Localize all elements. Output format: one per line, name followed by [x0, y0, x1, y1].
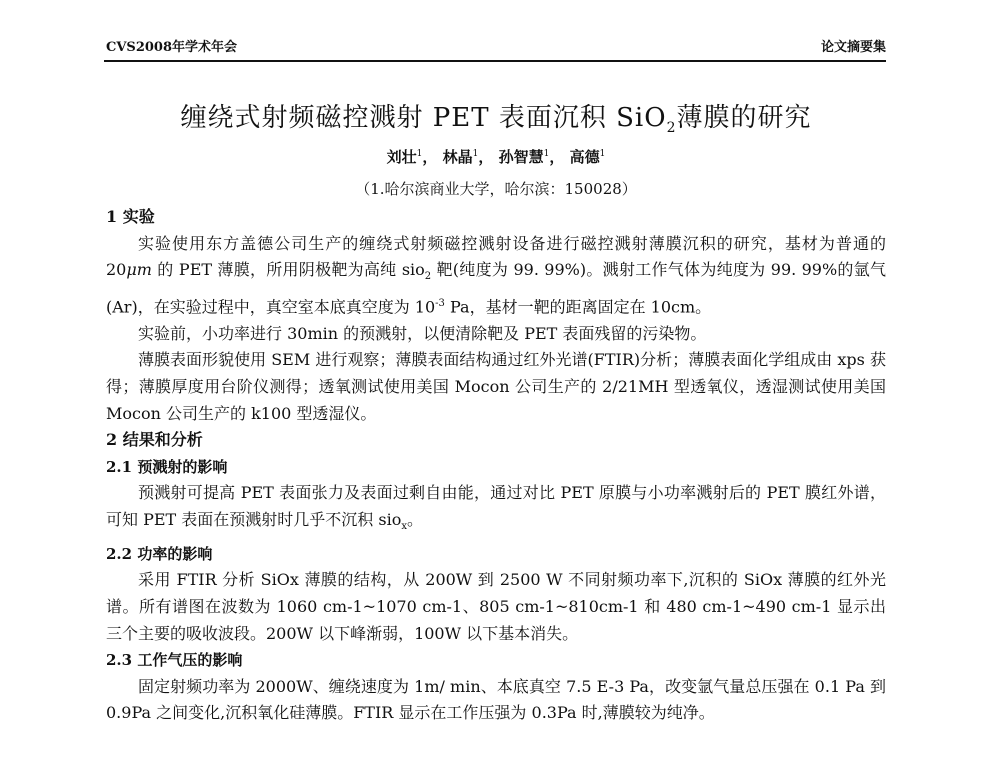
- author-list: [106, 146, 886, 167]
- unit-mu: μm: [126, 260, 152, 280]
- title-suffix: 薄膜的研究: [676, 103, 812, 133]
- subscript: 2: [424, 271, 432, 283]
- text-run: 实验使用东方盖德公司生产的缠绕式射频磁控溅射设备进行磁控溅射薄膜沉积的研究，基材为普通的 20: [106, 233, 886, 280]
- author-separator: ，: [422, 148, 438, 166]
- author-affiliation-mark: 1: [599, 149, 606, 159]
- paragraph: 实验前，小功率进行 30min 的预溅射，以便清除靶及 PET 表面残留的污染物。: [138, 323, 707, 343]
- author-affiliation-mark: 1: [416, 149, 423, 159]
- paragraph: 固定射频功率为 2000W、缠绕速度为 1m/ min、本底真空 7.5 E-3 Pa，改变氩气量总压强在 0.1 Pa 到 0.9Pa 之间变化,沉积氧化硅薄膜。FTIR 显示在工作压强为 0.3Pa 时,薄膜较为纯净。: [106, 676, 886, 723]
- section-heading: 1 实验: [106, 207, 155, 226]
- author-name: 孙智慧: [498, 148, 544, 166]
- text-run: 的 PET 薄膜，所用阴极靶为高纯 sio: [151, 260, 425, 280]
- paragraph: 薄膜表面形貌使用 SEM 进行观察；薄膜表面结构通过红外光谱(FTIR)分析；薄膜表面化学组成由 xps 获得；薄膜厚度用台阶仪测得；透氧测试使用美国 Mocon 公司生产的 2/21MH 型透氧仪，透湿测试使用美国 Mocon 公司生产的 k100 型透湿仪。: [106, 350, 886, 423]
- paper-title: [106, 97, 886, 136]
- title-subscript: 2: [666, 120, 677, 137]
- author-affiliation-mark: 1: [472, 149, 479, 159]
- section-heading: 2 结果和分析: [106, 430, 203, 450]
- subsection-heading: 2.1 预溅射的影响: [106, 457, 228, 476]
- running-header: [106, 36, 886, 60]
- subsection-heading: 2.3 工作气压的影响: [106, 651, 243, 670]
- text-run: 靶(纯度为 99. 99%)。溅射工作气体为纯度为 99. 99%的氩气(Ar)，在实验过程中，真空室本底真空度为 10: [106, 260, 886, 317]
- author-name: 林晶: [442, 148, 473, 166]
- text-run: 。: [406, 510, 423, 530]
- paragraph: [106, 231, 886, 321]
- author-separator: ，: [478, 148, 494, 166]
- text-run: Pa，基材一靶的距离固定在 10cm。: [444, 297, 712, 317]
- superscript: -3: [435, 297, 445, 309]
- author-affiliation-mark: 1: [543, 149, 550, 159]
- paragraph: 采用 FTIR 分析 SiOx 薄膜的结构，从 200W 到 2500 W 不同射频功率下,沉积的 SiOx 薄膜的红外光谱。所有谱图在波数为 1060 cm-1~1070 cm-1、805 cm-1~810cm-1 和 480 cm-1~490 cm-1 显示出三个主要的吸收波段。200W 以下峰渐弱，100W 以下基本消失。: [106, 570, 886, 643]
- paragraph: [106, 480, 886, 540]
- subscript: x: [401, 521, 407, 533]
- header-collection: 论文摘要集: [820, 40, 886, 55]
- subsection-heading: 2.2 功率的影响: [106, 544, 213, 563]
- author-name: 刘壮: [386, 148, 417, 166]
- paper-body: [106, 204, 886, 727]
- affiliation: （1.哈尔滨商业大学，哈尔滨：150028）: [355, 180, 637, 198]
- author-separator: ，: [549, 148, 565, 166]
- header-rule: [104, 60, 886, 62]
- text-run: 预溅射可提高 PET 表面张力及表面过剩自由能，通过对比 PET 原膜与小功率溅射后的 PET 膜红外谱，可知 PET 表面在预溅射时几乎不沉积 sio: [106, 483, 886, 530]
- header-conference: CVS2008年学术年会: [106, 40, 238, 55]
- author-name: 高德: [569, 148, 600, 166]
- title-prefix: 缠绕式射频磁控溅射 PET 表面沉积 SiO: [180, 103, 667, 133]
